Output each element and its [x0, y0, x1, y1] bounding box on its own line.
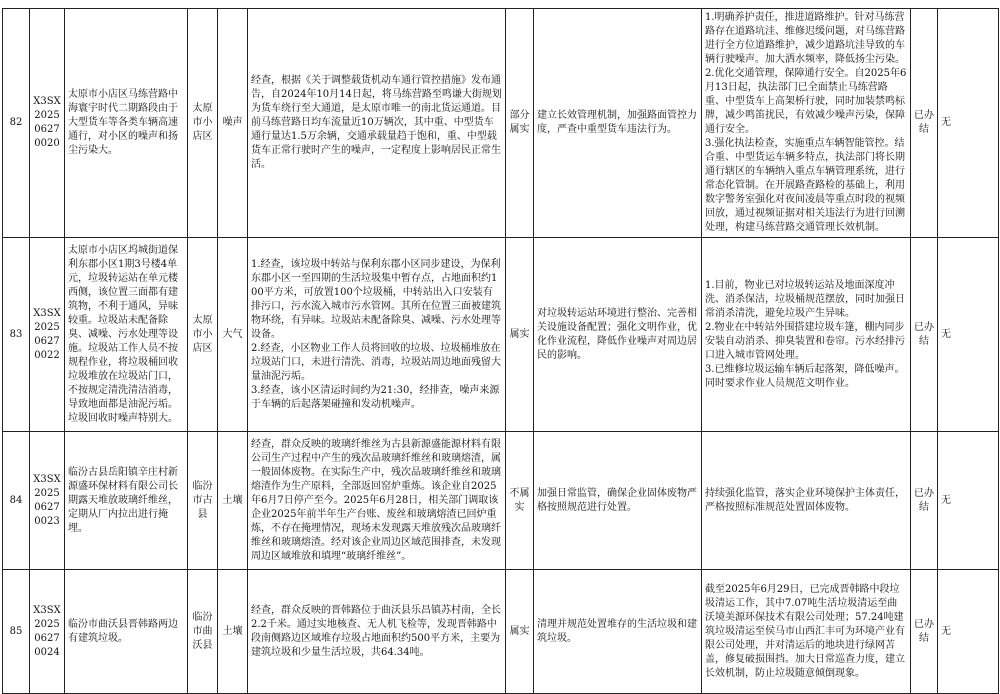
row-number: 85 [3, 570, 30, 694]
measures: 建立长效管理机制，加强路面管控力度，严查中重型货车违法行为。 [534, 9, 702, 238]
measures: 加强日常监管，确保企业固体废物严格按照规范进行处置。 [534, 432, 702, 570]
complaint-code: X3SX202506270022 [30, 238, 65, 432]
status: 已办结 [911, 238, 938, 432]
accountability: 无 [938, 570, 999, 694]
complaint-content: 太原市小店区坞城街道保利东郡小区1期3号楼4单元，垃圾转运站在单元楼西侧，该位置三面都有建筑物，不利于通风，异味较重。垃圾站未配备除臭、减噪、污水处理等设施。垃圾站工作人员不按规程作业，将垃圾桶回收垃圾堆放在垃圾站门口，不按规定清洗清洁消毒，导致地面都是油泥污垢。垃圾回收时噪声特别大。 [65, 238, 188, 432]
verdict: 部分属实 [506, 9, 534, 238]
result [702, 238, 911, 432]
region: 太原市小店区 [188, 238, 218, 432]
complaint-table [2, 8, 999, 694]
complaint-code: X3SX202506270024 [30, 570, 65, 694]
table-row [3, 238, 999, 432]
complaint-content: 太原市小店区马练营路中海寰宇时代二期路段由于大型货车等各类车辆高速通行，对小区的噪声和扬尘污染大。 [65, 9, 188, 238]
findings: 经查，根据《关于调整载货机动车通行管控措施》发布通告，自2024年10月14日起，将马练营路至鸣谦大街规划为货车绕行至大通道，是太原市唯一的南北货运通道。目前马练营路日均车流量近10万辆次，其中重、中型货车通行量达1.5万余辆，交通承载量趋于饱和，重、中型载货车正常行驶时产生的噪声，一定程度上影响居民正常生活。 [248, 9, 506, 238]
accountability: 无 [938, 9, 999, 238]
findings: 经查，群众反映的玻璃纤维丝为古县新源盛能源材料有限公司生产过程中产生的残次品玻璃纤维丝和玻璃熔渣，属一般固体废物。在实际生产中，残次品玻璃纤维丝和玻璃熔渣作为生产原料，全部返回窑炉重炼。该企业自2025年6月7日停产至今。2025年6月28日，相关部门调取该企业2025年前半年生产台账、废丝和玻璃熔渣已回炉重炼，不存在掩埋情况，现场未发现露天堆放残次品玻璃纤维丝和玻璃熔渣。经对该企业周边区域范围排查，未发现周边区域堆放和填埋“玻璃纤维丝”。 [248, 432, 506, 570]
pollution-type: 土壤 [218, 432, 248, 570]
table-row [3, 432, 999, 570]
findings: 经查，群众反映的晋韩路位于曲沃县乐昌镇苏村南，全长2.2千米。通过实地核查、无人机飞检等，发现晋韩路中段南侧路边区域堆存垃圾占地面积约500平方米，主要为建筑垃圾和少量生活垃圾，共64.34吨。 [248, 570, 506, 694]
accountability: 无 [938, 432, 999, 570]
status: 已办结 [911, 9, 938, 238]
findings-text: 1.经查，该垃圾中转站与保利东郡小区同步建设，为保利东郡小区一至四期的生活垃圾集中暂存点，占地面积约100平方米，可放置100个垃圾桶，中转站出入口安装有排污口，污水流入城市污水管网。其所在位置三面被建筑物环绕，有异味。垃圾站未配备除臭、减噪、污水处理等设备。 2.经查，小区物业工作人员将回收的垃圾、垃圾桶堆放在垃圾站门口，未进行清洗、消毒，垃圾站周边地面残留大量油泥污垢。 3.经查，该小区清运时间约为21:30，经排查，噪声来源于车辆的后起落架碰撞和发动机噪声。 [251, 258, 501, 410]
complaint-content: 临汾市曲沃县晋韩路两边有建筑垃圾。 [65, 570, 188, 694]
row-number: 84 [3, 432, 30, 570]
result: 截至2025年6月29日，已完成晋韩路中段垃圾清运工作，其中7.07吨生活垃圾清运至曲沃境美源环保技术有限公司处理；57.24吨建筑垃圾清运至侯马市山西汇丰可为环境产业有限公司处理，并对清运后的地块进行绿网苫盖，修复破损围挡。加大日常巡查力度，建立长效机制，防止垃圾随意倾倒现象。 [702, 570, 911, 694]
table-row [3, 570, 999, 694]
measures: 清理并规范处置堆存的生活垃圾和建筑垃圾。 [534, 570, 702, 694]
result-text: 1.目前，物业已对垃圾转运站及地面深度冲洗、消杀保洁，垃圾桶规范摆放，同时加强日常消杀清洗，避免垃圾产生异味。 2.物业在中转站外围搭建垃圾车篷，棚内同步安装自动消杀、抑臭装置和卷帘。污水经排污口进入城市管网处理。 3.已维修垃圾运输车辆后起落架，降低噪声。同时要求作业人员规范文明作业。 [705, 279, 905, 389]
row-number: 83 [3, 238, 30, 432]
verdict: 属实 [506, 238, 534, 432]
verdict: 不属实 [506, 432, 534, 570]
status: 已办结 [911, 432, 938, 570]
complaint-content: 临汾古县岳阳镇辛庄村新源盛环保材料有限公司长期露天堆放玻璃纤维丝，定期从厂内拉出进行掩埋。 [65, 432, 188, 570]
complaint-code: X3SX202506270020 [30, 9, 65, 238]
result [702, 9, 911, 238]
table-row [3, 9, 999, 238]
complaint-code: X3SX202506270023 [30, 432, 65, 570]
status: 已办结 [911, 570, 938, 694]
pollution-type: 大气 [218, 238, 248, 432]
region: 临汾市古县 [188, 432, 218, 570]
pollution-type: 噪声 [218, 9, 248, 238]
verdict: 属实 [506, 570, 534, 694]
result-text: 1.明确养护责任，推进道路维护。针对马练营路存在道路坑洼、维修迟缓问题，对马练营路进行全方位道路维护，减少道路坑洼导致的车辆行驶噪声。加大洒水频率，降低扬尘污染。 2.优化交通管理，保障通行安全。自2025年6月13日起，执法部门已全面禁止马练营路重、中型货车上高架桥行驶，同时加装禁鸣标牌，减少鸣笛扰民，有效减少噪声污染，保障通行安全。 3.强化执法检查，实施重点车辆智能管控。结合重、中型货运车辆多特点，执法部门将长期通行辖区的车辆纳入重点车辆管理系统，进行常态化管制。在开展路查路检的基础上，利用数字警务室强化对夜间凌晨等重点时段的视频回放，通过视频证据对相关违法行为进行回溯处理，构建马练营路交通管理长效机制。 [705, 12, 907, 233]
findings [248, 238, 506, 432]
region: 太原市小店区 [188, 9, 218, 238]
result: 持续强化监管，落实企业环境保护主体责任，严格按照标准规范处置固体废物。 [702, 432, 911, 570]
row-number: 82 [3, 9, 30, 238]
accountability: 无 [938, 238, 999, 432]
measures: 对垃圾转运站环境进行整治、完善相关设施设备配置；强化文明作业，优化作业流程，降低作业噪声对周边居民的影响。 [534, 238, 702, 432]
pollution-type: 土壤 [218, 570, 248, 694]
region: 临汾市曲沃县 [188, 570, 218, 694]
